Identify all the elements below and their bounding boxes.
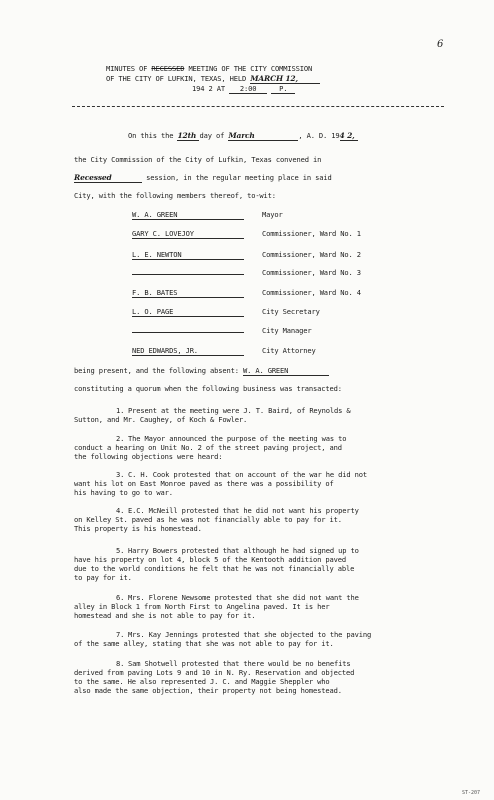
roster-row xyxy=(132,210,244,220)
roster-row xyxy=(132,326,244,335)
header-line-3 xyxy=(192,84,295,94)
present-line xyxy=(74,366,329,376)
roster-name xyxy=(132,332,244,333)
opening-line-1 xyxy=(128,131,358,141)
roster-row xyxy=(132,229,244,239)
roster-name: L. O. PAGE xyxy=(132,307,244,317)
quorum-text: constituting a quorum when the following business was transacted: xyxy=(74,384,342,393)
corner-stamp: ST-207 xyxy=(462,790,481,796)
item-line: to the same. He also represented J. C. and Maggie Sheppler who xyxy=(74,677,330,686)
absent-member: W. A. GREEN xyxy=(243,366,329,376)
roster-role: City Secretary xyxy=(262,307,320,316)
roster-name: L. E. NEWTON xyxy=(132,250,244,260)
roster-role: Commissioner, Ward No. 3 xyxy=(262,268,361,277)
roster-name xyxy=(132,274,244,275)
item-line: Sam Shotwell protested that there would be no benefits xyxy=(128,659,351,668)
item-line: The Mayor announced the purpose of the meeting was to xyxy=(128,434,347,443)
roster-role: Commissioner, Ward No. 2 xyxy=(262,250,361,259)
item-line: also made the same objection, their property not being homestead. xyxy=(74,686,342,695)
header-ampm: P. xyxy=(271,84,295,94)
item-line: Present at the meeting were J. T. Baird, of Reynolds & xyxy=(128,406,351,415)
item-line: conduct a hearing on Unit No. 2 of the street paving project, and xyxy=(74,443,342,452)
roster-name: F. B. BATES xyxy=(132,288,244,298)
item-line: Harry Bowers protested that although he had signed up to xyxy=(128,546,359,555)
roster-row xyxy=(132,346,244,356)
roster-row xyxy=(132,250,244,260)
item-number: 4. xyxy=(116,506,125,515)
opening-text-c: , A. D. 19 xyxy=(298,131,340,140)
roster-role: City Attorney xyxy=(262,346,316,355)
header-city-line: OF THE CITY OF LUFKIN, TEXAS, HELD xyxy=(106,74,247,83)
item-number: 1. xyxy=(116,406,125,415)
item-line: the following objections were heard: xyxy=(74,452,223,461)
roster-row xyxy=(132,307,244,317)
meeting-day: 12th xyxy=(177,131,199,141)
roster-row xyxy=(132,268,244,277)
item-line: Sutton, and Mr. Caughey, of Koch & Fowler. xyxy=(74,415,248,424)
item-line: his having to go to war. xyxy=(74,488,173,497)
opening-line-2 xyxy=(74,155,321,164)
opening-text-l4: City, with the following members thereof, to-wit: xyxy=(74,191,276,200)
roster-name: NED EDWARDS, JR. xyxy=(132,346,244,356)
item-number: 3. xyxy=(116,470,125,479)
header-year: 194 2 AT xyxy=(192,84,225,93)
opening-text-l2: the City Commission of the City of Lufkin, Texas convened in xyxy=(74,155,322,164)
roster-role: Commissioner, Ward No. 1 xyxy=(262,229,361,238)
item-line: to pay for it. xyxy=(74,573,132,582)
roster-name: W. A. GREEN xyxy=(132,210,244,220)
roster-role: Mayor xyxy=(262,210,283,219)
item-line: want his lot on East Monroe paved as there was a possibility of xyxy=(74,479,334,488)
opening-text-l3: session, in the regular meeting place in said xyxy=(146,173,332,182)
quorum-line xyxy=(74,384,342,393)
item-line: on Kelley St. paved as he was not financially able to pay for it. xyxy=(74,515,342,524)
page-number: 6 xyxy=(437,39,444,50)
item-line: have his property on lot 4, block 5 of the Kentooth addition paved xyxy=(74,555,346,564)
item-line: derived from paving Lots 9 and 10 in N. Ry. Reservation and objected xyxy=(74,668,355,677)
header-divider xyxy=(72,106,444,107)
item-line: alley in Block 1 from North First to Angelina paved. It is her xyxy=(74,602,330,611)
item-number: 5. xyxy=(116,546,125,555)
item-line: This property is his homestead. xyxy=(74,524,202,533)
roster-role: City Manager xyxy=(262,326,312,335)
header-prefix: MINUTES OF xyxy=(106,64,148,73)
meeting-year: 4 2, xyxy=(340,131,358,141)
item-line: Mrs. Kay Jennings protested that she objected to the paving xyxy=(128,630,372,639)
opening-line-3 xyxy=(74,173,332,183)
present-text: being present, and the following absent: xyxy=(74,366,239,375)
header-line-1 xyxy=(106,64,312,73)
session-kind: Recessed xyxy=(74,173,142,183)
item-line: E.C. McNeill protested that he did not want his property xyxy=(128,506,359,515)
item-line: C. H. Cook protested that on account of the war he did not xyxy=(128,470,368,479)
header-date: MARCH 12, xyxy=(250,74,320,84)
item-number: 6. xyxy=(116,593,125,602)
item-line: of the same alley, stating that she was not able to pay for it. xyxy=(74,639,334,648)
opening-line-4 xyxy=(74,191,276,200)
item-number: 2. xyxy=(116,434,125,443)
roster-name: GARY C. LOVEJOY xyxy=(132,229,244,239)
header-title-rest: MEETING OF THE CITY COMMISSION xyxy=(188,64,313,73)
roster-row xyxy=(132,288,244,298)
opening-text-b: day of xyxy=(199,131,225,140)
opening-text-a: On this the xyxy=(128,131,174,140)
item-line: homestead and she is not able to pay for it. xyxy=(74,611,256,620)
meeting-month: March xyxy=(228,131,298,141)
item-number: 7. xyxy=(116,630,125,639)
header-line-2 xyxy=(106,74,320,84)
item-line: due to the world conditions he felt that he was not financially able xyxy=(74,564,355,573)
header-struck-word: RECESSED xyxy=(151,64,185,73)
header-time: 2:00 xyxy=(229,84,267,94)
roster-role: Commissioner, Ward No. 4 xyxy=(262,288,361,297)
item-line: Mrs. Florene Newsome protested that she did not want the xyxy=(128,593,359,602)
item-number: 8. xyxy=(116,659,125,668)
